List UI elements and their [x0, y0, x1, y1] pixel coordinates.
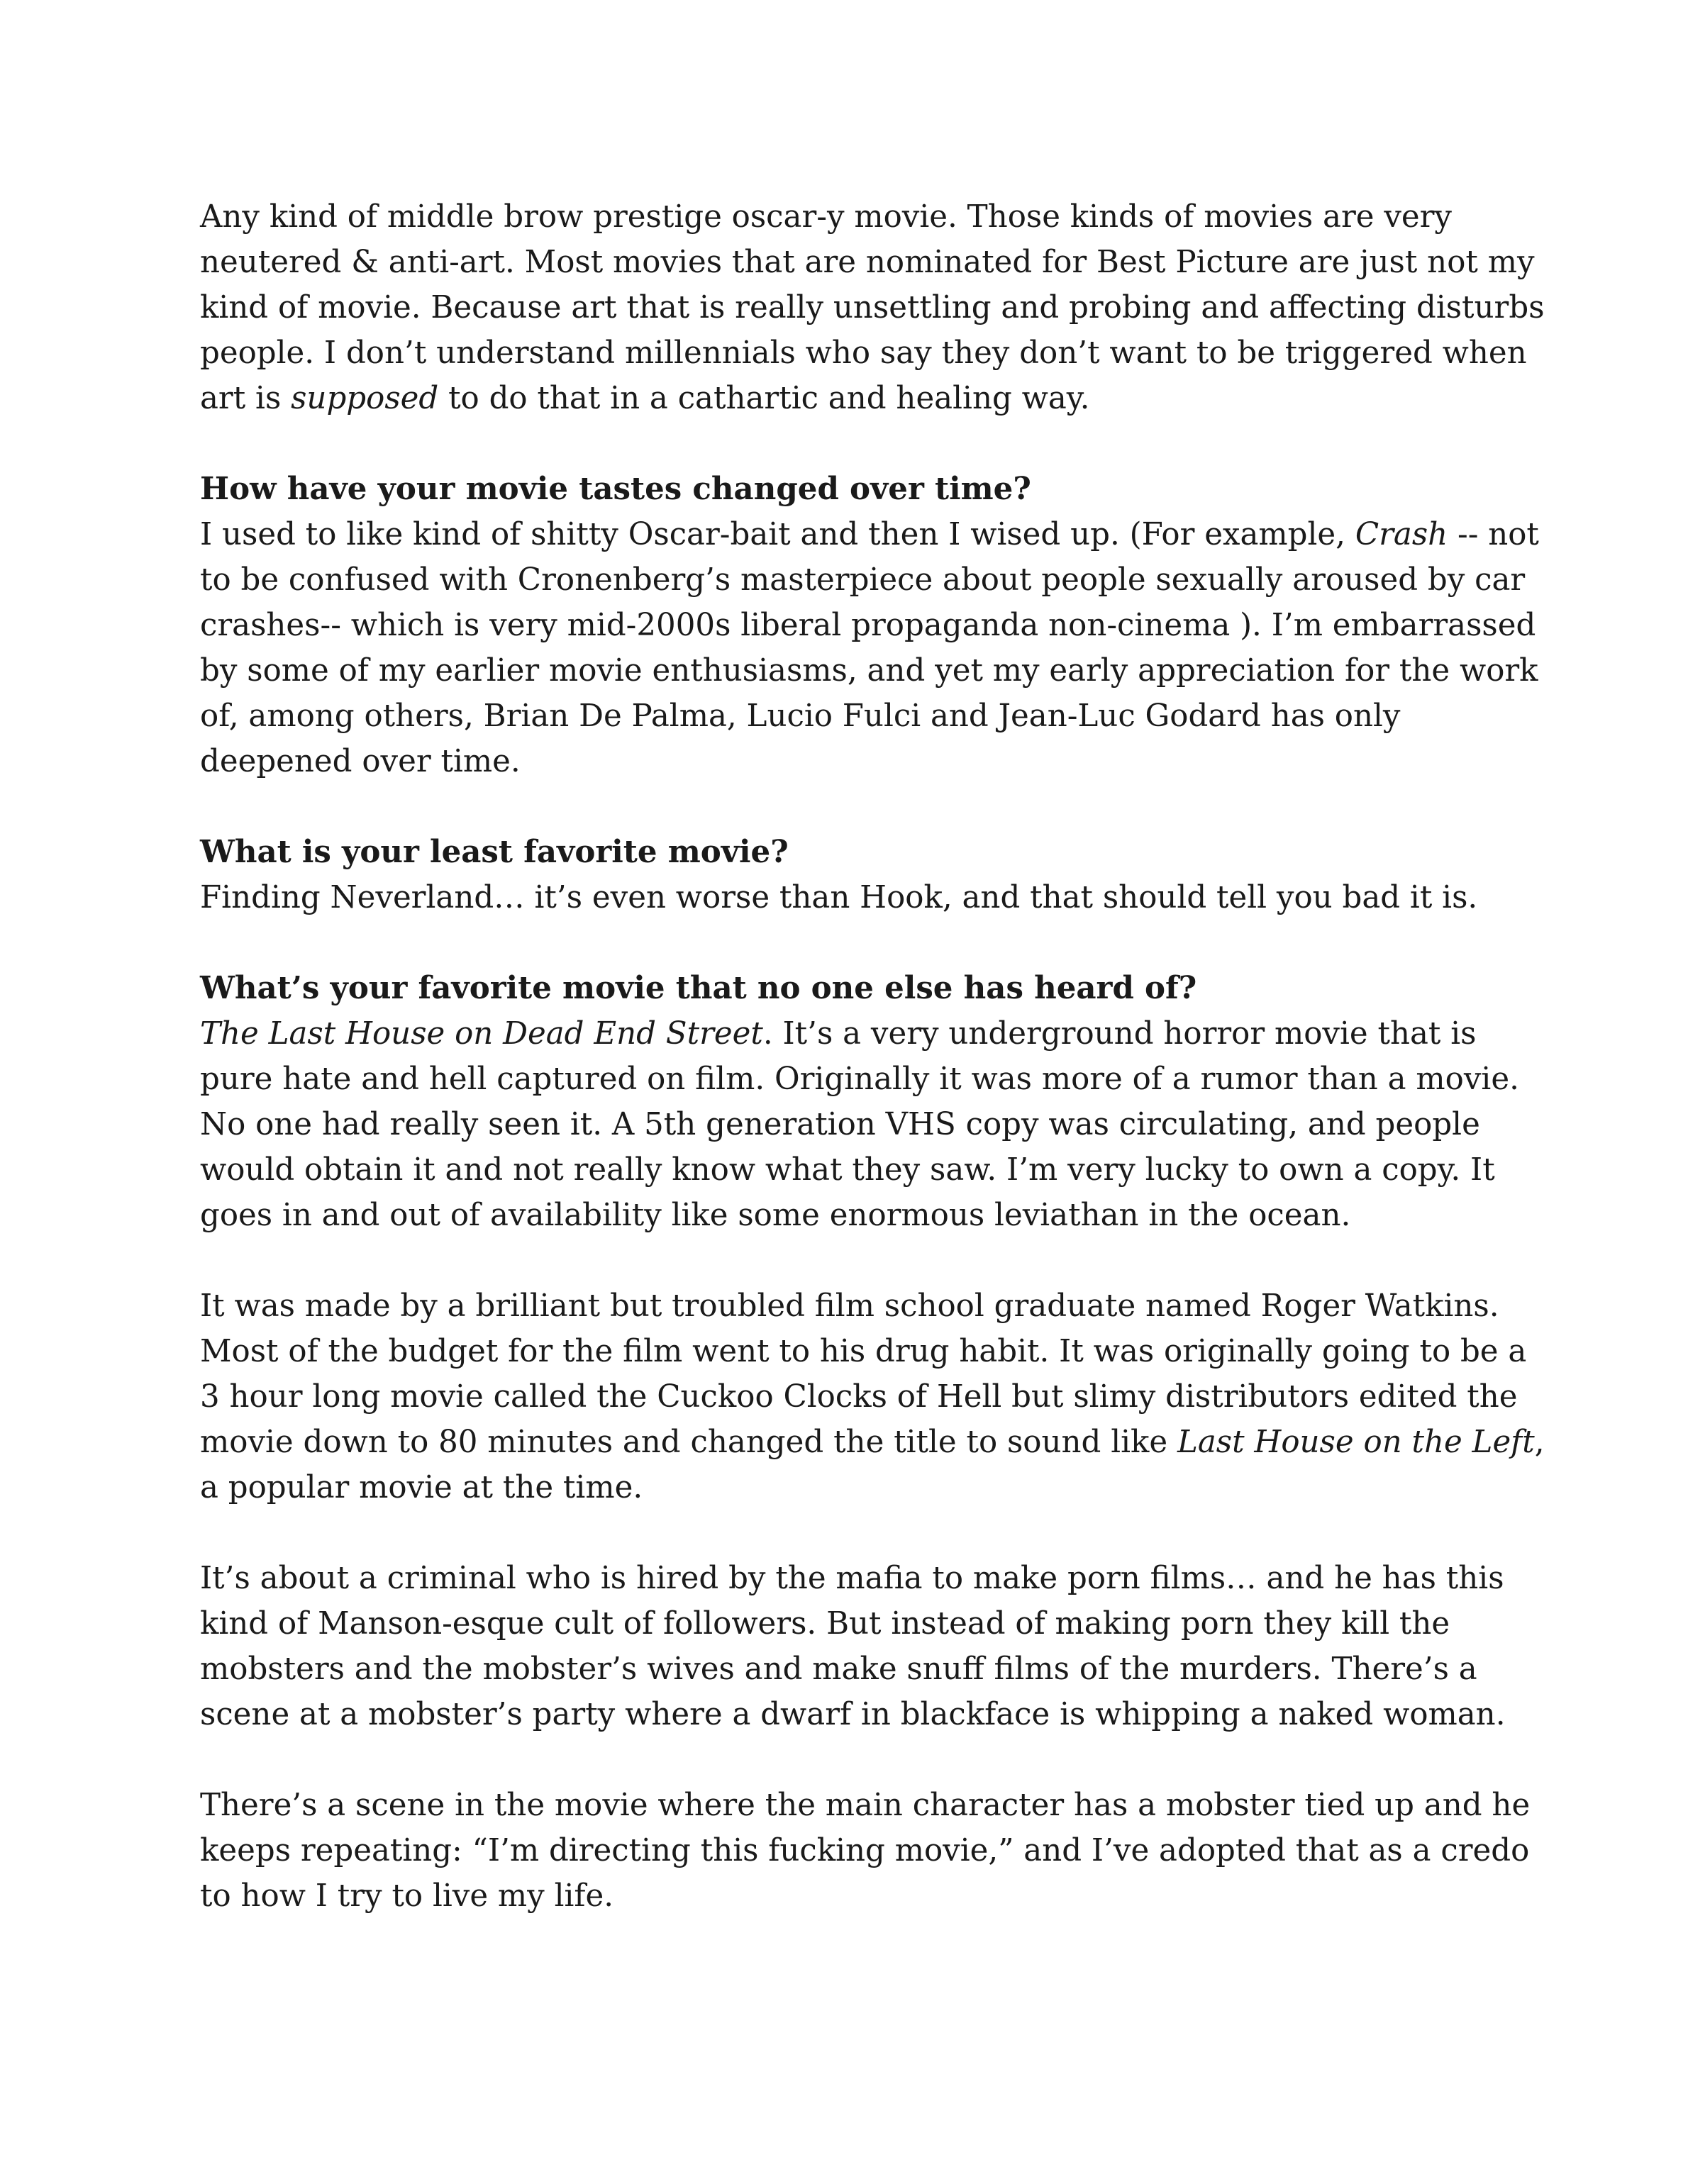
paragraph-plot: It’s about a criminal who is hired by the mafia to make porn films… and he has this kind of Manson-esque cult of followers. But instead of making porn they kill the mobsters and the mobster’s wives and make snuff films of the murders. There’s a scene at a mobster’s party where a dwarf in blackface is whipping a naked woman. — [200, 1561, 1506, 1732]
emphasis-supposed: supposed — [291, 381, 439, 416]
emphasis-last-house-dead-end: The Last House on Dead End Street — [200, 1016, 763, 1052]
answer-unknown-favorite: The Last House on Dead End Street. It’s a very underground horror movie that is pure hate and hell captured on film. Originally it was more of a rumor than a movie. No one had really seen it. A 5th generation VHS copy was circulating, and people would obtain it and not really know what they saw. I’m very lucky to own a copy. It goes in and out of availability like some enormous leviathan in the ocean. — [200, 1016, 1519, 1233]
paragraph-credo: There’s a scene in the movie where the main character has a mobster tied up and he keeps repeating: “I’m directing this fucking movie,” and I’ve adopted that as a credo to how I try to live my life. — [200, 1788, 1531, 1914]
paragraph-roger-watkins: It was made by a brilliant but troubled film school graduate named Roger Watkins. Most of the budget for the film went to his drug habit. It was originally going to be a 3 hour long movie called the Cuckoo Clocks of Hell but slimy distributors edited the movie down to 80 minutes and changed the title to sound like Last House on the Left, a popular movie at the time. — [200, 1288, 1545, 1505]
question-unknown-favorite: What’s your favorite movie that no one else has heard of? — [200, 970, 1197, 1006]
answer-tastes-changed: I used to like kind of shitty Oscar-bait and then I wised up. (For example, Crash -- not to be confused with Cronenberg’s masterpiece about people sexually aroused by car crashes-- which is very mid-2000s liberal propaganda non-cinema ). I’m embarrassed by some of my earlier movie enthusiasms, and yet my early appreciation for the work of, among others, Brian De Palma, Lucio Fulci and Jean-Luc Godard has only deepened over time. — [200, 517, 1539, 779]
emphasis-last-house-left: Last House on the Left — [1177, 1425, 1535, 1460]
document-page — [200, 194, 1548, 1919]
paragraph-middlebrow: Any kind of middle brow prestige oscar-y movie. Those kinds of movies are very neutered & anti-art. Most movies that are nominated for Best Picture are just not my kind of movie. Because art that is really unsettling and probing and affecting disturbs people. I don’t understand millennials who say they don’t want to be triggered when art is supposed to do that in a cathartic and healing way. — [200, 199, 1545, 416]
emphasis-crash: Crash — [1355, 517, 1448, 552]
answer-least-favorite: Finding Neverland… it’s even worse than Hook, and that should tell you bad it is. — [200, 880, 1478, 915]
question-tastes-changed: How have your movie tastes changed over time? — [200, 471, 1031, 507]
question-least-favorite: What is your least favorite movie? — [200, 834, 789, 870]
